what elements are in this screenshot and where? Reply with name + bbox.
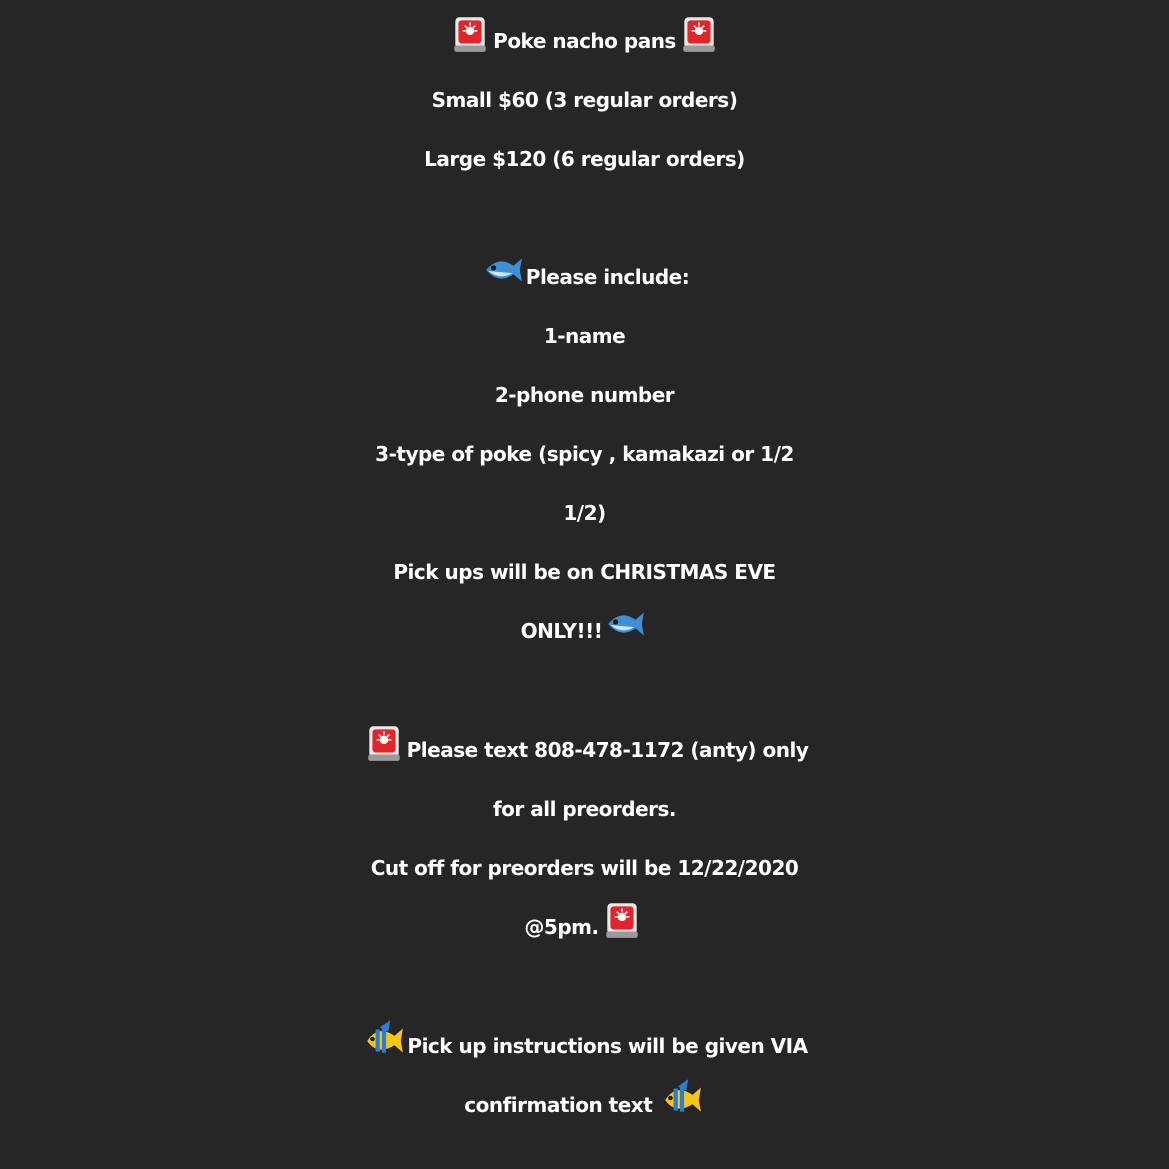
title-text: Poke nacho pans: [493, 29, 676, 53]
instructions-text: Pick up instructions will be given VIA: [407, 1034, 808, 1058]
tropical-fish-icon: [661, 1077, 703, 1119]
police-light-icon: [601, 899, 643, 941]
cutoff-line: Cut off for preorders will be 12/22/2020: [370, 856, 799, 880]
confirmation-line: [0, 1075, 1169, 1135]
include-heading: [0, 247, 1169, 307]
small-price-line: Small $60 (3 regular orders): [431, 88, 738, 112]
include-item-type-cont: 1/2): [563, 501, 606, 525]
police-light-icon: [363, 722, 405, 764]
text-contact-text: Please text 808-478-1172 (anty) only: [406, 738, 809, 762]
large-price-line: Large $120 (6 regular orders): [424, 147, 745, 171]
title-line: [0, 11, 1169, 71]
include-heading-text: Please include:: [525, 265, 690, 289]
instructions-line: [0, 1016, 1169, 1076]
police-light-icon: [449, 13, 491, 55]
include-item-type: 3-type of poke (spicy , kamakazi or 1/2: [375, 442, 794, 466]
pickup-date-line: Pick ups will be on CHRISTMAS EVE: [393, 560, 776, 584]
police-light-icon: [678, 13, 720, 55]
blue-fish-icon: [604, 603, 646, 645]
tropical-fish-icon: [363, 1018, 405, 1060]
preorders-line: for all preorders.: [492, 797, 677, 821]
confirmation-text: confirmation text: [464, 1093, 653, 1117]
pickup-only-text: ONLY!!!: [520, 619, 603, 643]
text-contact-line: [0, 720, 1169, 780]
cutoff-time-line: [0, 897, 1169, 957]
include-item-name: 1-name: [543, 324, 626, 348]
cutoff-time-text: @5pm.: [524, 915, 599, 939]
include-item-phone: 2-phone number: [494, 383, 675, 407]
blue-fish-icon: [482, 249, 524, 291]
pickup-only-line: [0, 601, 1169, 661]
